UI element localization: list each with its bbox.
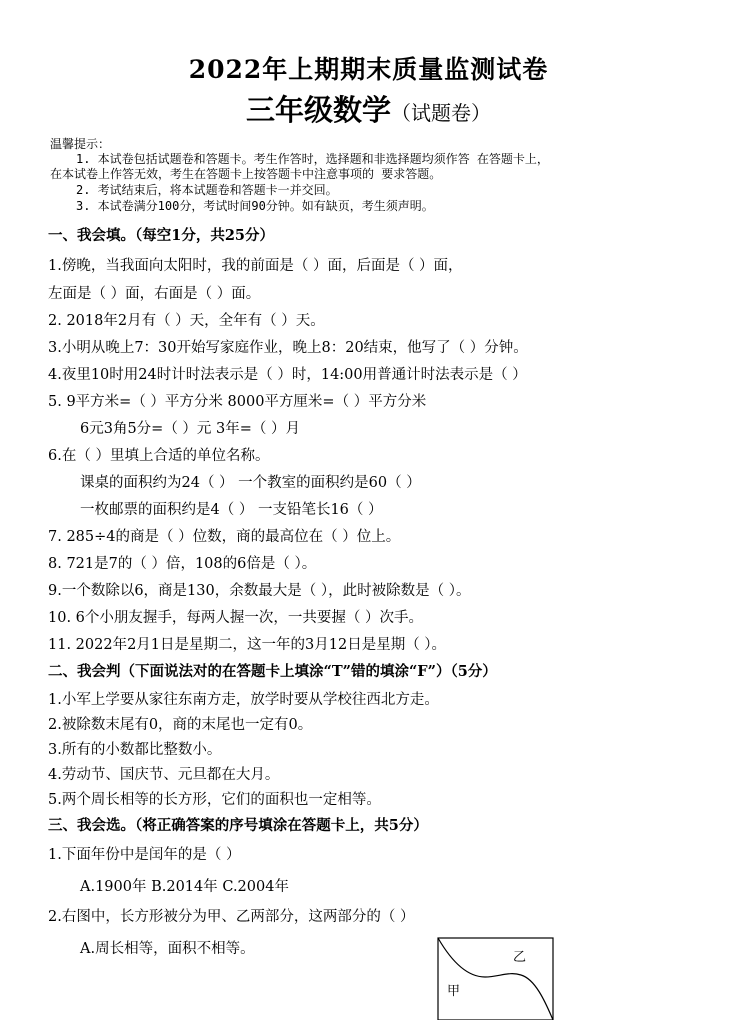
question-3-2-option-a: A.周长相等，面积不相等。 [80,941,255,957]
question-1-2: 2. 2018年2月有（ ）天，全年有（ ）天。 [48,313,325,329]
question-1-6: 6.在（ ）里填上合适的单位名称。 [48,448,270,464]
tips-heading: 温馨提示： [50,137,111,151]
question-1-3: 3.小明从晚上7：30开始写家庭作业，晚上8：20结束，他写了（ ）分钟。 [48,340,528,356]
question-1-1a: 1.傍晚，当我面向太阳时，我的前面是（ ）面，后面是（ ）面， [48,258,463,274]
question-1-1b: 左面是（ ）面，右面是（ ）面。 [48,286,261,302]
question-2-2: 2.被除数末尾有0，商的末尾也一定有0。 [48,717,313,733]
rectangle-figure [437,937,557,1024]
tips-line-1b: 在本试卷上作答无效，考生在答题卡上按答题卡中注意事项的 要求答题。 [50,167,442,181]
question-1-5a: 5. 9平方米=（ ）平方分米 8000平方厘米=（ ）平方分米 [48,394,427,410]
subtitle-paren: （试题卷） [391,101,491,125]
section-2-heading: 二、我会判（下面说法对的在答题卡上填涂“T”错的填涂“F”）（5分） [48,663,497,680]
exam-title: 2022年上期期末质量监测试卷 [188,55,549,84]
question-1-8: 8. 721是7的（ ）倍，108的6倍是（ ）。 [48,556,317,572]
question-1-11: 11. 2022年2月1日是星期二，这一年的3月12日是星期（ ）。 [48,637,447,653]
tips-line-3: 3. 本试卷满分100分，考试时间90分钟。如有缺页，考生须声明。 [76,199,434,213]
label-yi: 乙 [513,950,527,965]
question-3-1-options: A.1900年 B.2014年 C.2004年 [80,879,289,895]
subtitle-main: 三年级数学 [245,93,391,127]
question-1-9: 9.一个数除以6，商是130，余数最大是（ ），此时被除数是（ ）。 [48,583,471,599]
question-1-10: 10. 6个小朋友握手，每两人握一次，一共要握（ ）次手。 [48,610,424,626]
rectangle-diagram [437,937,557,1020]
question-1-4: 4.夜里10时用24时计时法表示是（ ）时，14:00用普通计时法表示是（ ） [48,367,527,383]
label-jia: 甲 [447,984,461,999]
tips-line-1a: 1. 本试卷包括试题卷和答题卡。考生作答时，选择题和非选择题均须作答 在答题卡上， [76,152,549,166]
question-3-1: 1.下面年份中是闰年的是（ ） [48,847,241,863]
exam-subtitle [0,88,737,129]
question-1-5b: 6元3角5分=（ ）元 3年=（ ）月 [80,421,301,437]
dividing-curve [438,938,553,1020]
question-3-2: 2.右图中，长方形被分为甲、乙两部分，这两部分的（ ） [48,909,415,925]
tips-line-2: 2. 考试结束后，将本试题卷和答题卡一并交回。 [76,183,338,197]
question-2-1: 1.小军上学要从家往东南方走，放学时要从学校往西北方走。 [48,692,439,708]
section-3-heading: 三、我会选。（将正确答案的序号填涂在答题卡上，共5分） [48,817,428,834]
section-1-heading: 一、我会填。（每空1分，共25分） [48,227,275,244]
question-1-6b: 一枚邮票的面积约是4（ ） 一支铅笔长16（ ） [80,502,383,518]
rectangle-outline [438,938,553,1020]
question-2-3: 3.所有的小数都比整数小。 [48,742,222,758]
question-1-6a: 课桌的面积约为24（ ） 一个教室的面积约是60（ ） [80,475,421,491]
question-1-7: 7. 285÷4的商是（ ）位数，商的最高位在（ ）位上。 [48,529,401,545]
question-2-4: 4.劳动节、国庆节、元旦都在大月。 [48,767,280,783]
question-2-5: 5.两个周长相等的长方形，它们的面积也一定相等。 [48,792,381,808]
